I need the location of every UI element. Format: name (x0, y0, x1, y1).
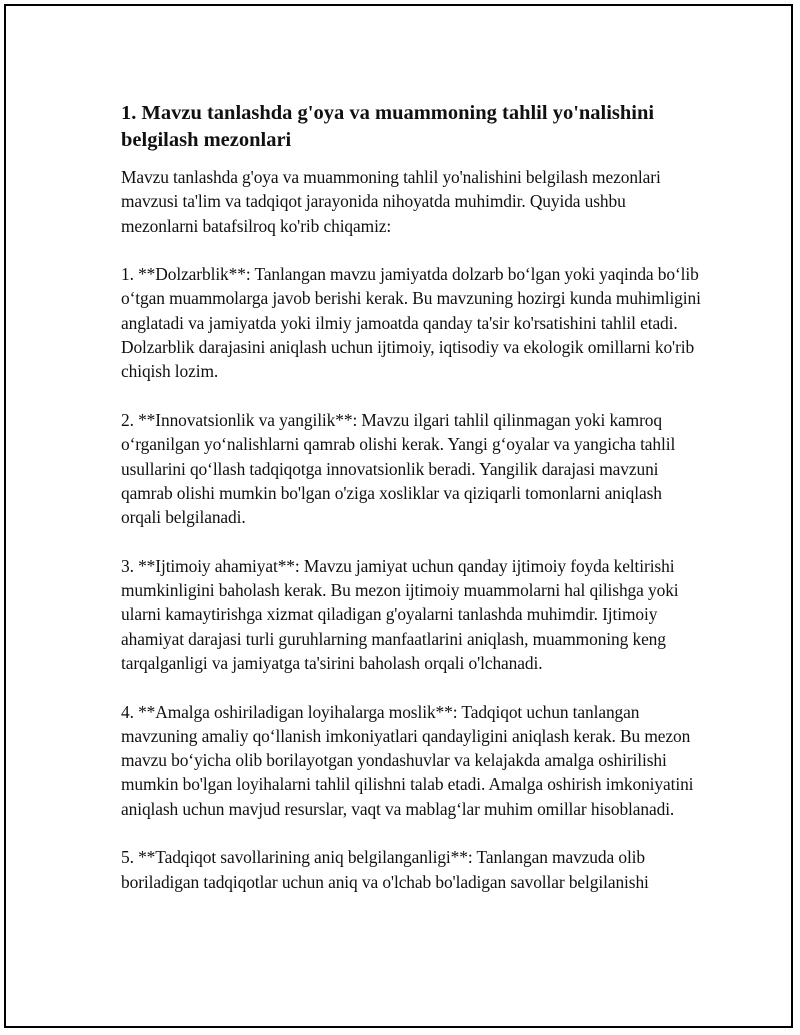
criterion-research-questions-paragraph: 5. **Tadqiqot savollarining aniq belgilanganligi**: Tanlangan mavzuda olib boriladigan tadqiqotlar uchun aniq va o'lchab bo'ladigan savollar belgilanishi (121, 847, 649, 892)
intro-paragraph: Mavzu tanlashda g'oya va muammoning tahlil yo'nalishini belgilash mezonlari mavzusi ta'lim va tadqiqot jarayonida nihoyatda muhimdir. Quyida ushbu mezonlarni batafsilroq ko'rib chiqamiz: (121, 167, 661, 236)
criterion-relevance-paragraph: 1. **Dolzarblik**: Tanlangan mavzu jamiyatda dolzarb bo‘lgan yoki yaqinda bo‘lib o‘tgan muammolarga javob berishi kerak. Bu mavzuning hozirgi kunda muhimligini anglatadi va jamiyatda yoki ilmiy jamoatda qanday ta'sir ko'rsatishini tahlil etadi. Dolzarblik darajasini aniqlash uchun ijtimoiy, iqtisodiy va ekologik omillarni ko'rib chiqish lozim. (121, 264, 701, 382)
criterion-social-significance-paragraph: 3. **Ijtimoiy ahamiyat**: Mavzu jamiyat uchun qanday ijtimoiy foyda keltirishi mumkinligini baholash kerak. Bu mezon ijtimoiy muammolarni hal qilishga yoki ularni kamaytirishga xizmat qiladigan g'oyalarni tanlashda muhimdir. Ijtimoiy ahamiyat darajasi turli guruhlarning manfaatlarini aniqlash, muammoning keng tarqalganligi va jamiyatga ta'sirini baholash orqali o'lchanadi. (121, 555, 679, 673)
criterion-innovation-paragraph: 2. **Innovatsionlik va yangilik**: Mavzu ilgari tahlil qilinmagan yoki kamroq o‘rganilgan yo‘nalishlarni qamrab olishi kerak. Yangi g‘oyalar va yangicha tahlil usullarini qo‘llash tadqiqotga innovatsionlik beradi. Yangilik darajasi mavzuni qamrab olishi mumkin bo'lgan o'ziga xosliklar va qiziqarli tomonlarni aniqlash orqali belgilanadi. (121, 409, 676, 528)
document-page (4, 4, 793, 1028)
criterion-feasibility-paragraph: 4. **Amalga oshiriladigan loyihalarga moslik**: Tadqiqot uchun tanlangan mavzuning amaliy qo‘llanish imkoniyatlari qandayligini aniqlash kerak. Bu mezon mavzu bo‘yicha olib borilayotgan yondashuvlar va kelajakda amalga oshirilishi mumkin bo'lgan loyihalarni tahlil qilishni talab etadi. Amalga oshirish imkoniyatini aniqlash uchun mavjud resurslar, vaqt va mablag‘lar muhim omillar hisoblanadi. (121, 701, 694, 819)
section-heading: 1. Mavzu tanlashda g'oya va muammoning tahlil yo'nalishini belgilash mezonlari (121, 102, 655, 151)
document-body (121, 100, 701, 918)
